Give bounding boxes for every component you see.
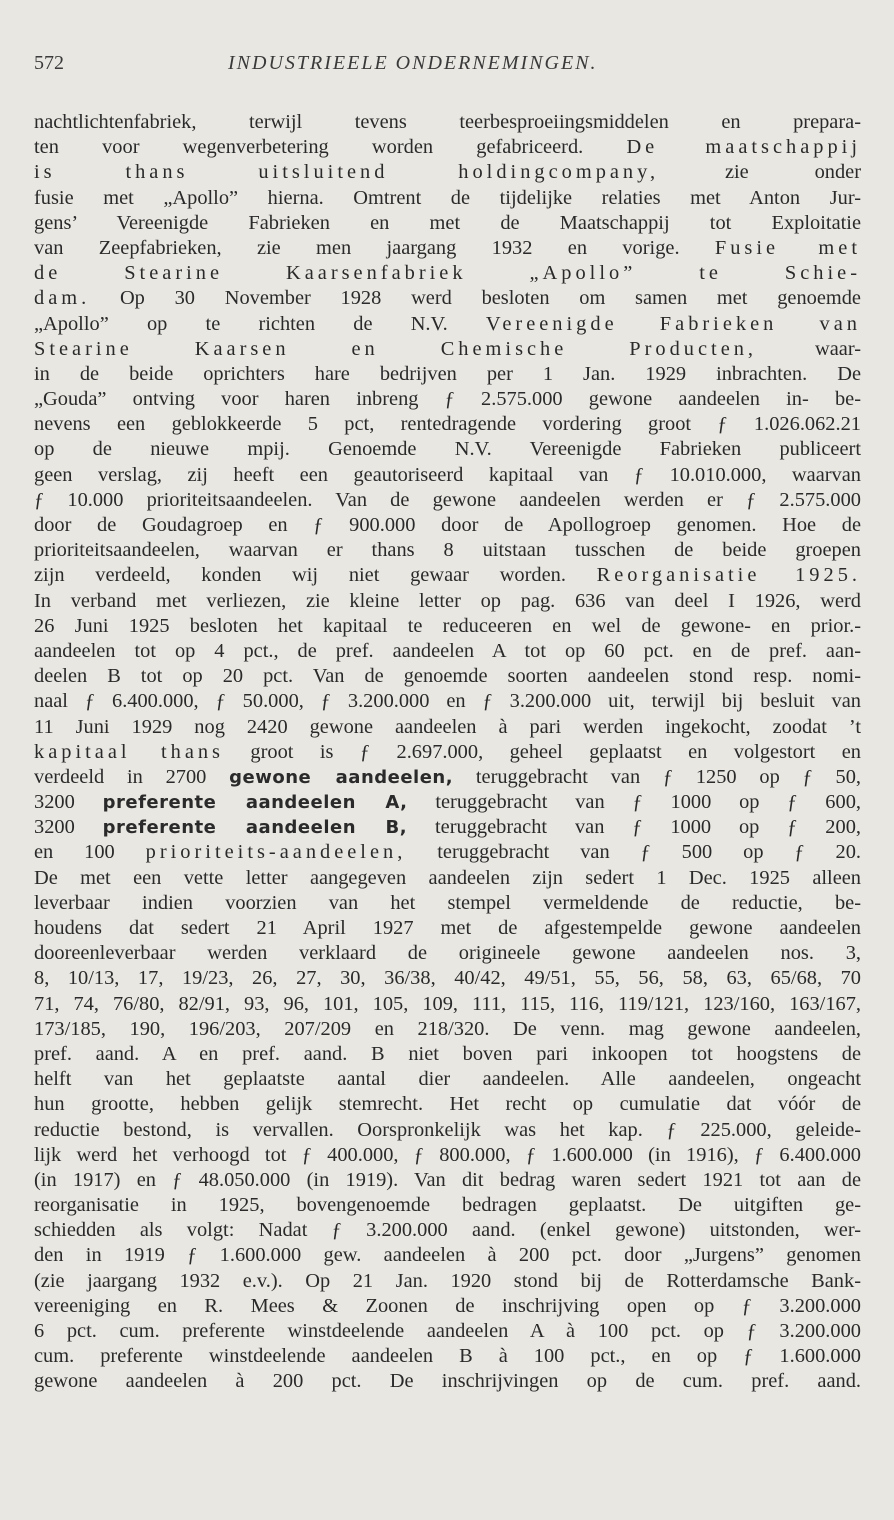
text-line (34, 1067, 861, 1092)
text-segment: 173/185, 190, 196/203, 207/209 en 218/320. De venn. mag gewone aandeelen, (34, 1017, 861, 1040)
text-segment: aandeelen tot op 4 pct., de pref. aandeelen A tot op 60 pct. en de pref. aan- (34, 639, 861, 662)
text-segment: leverbaar indien voorzien van het stempel vermeldende de reductie, be- (34, 891, 861, 914)
text-segment: in de beide oprichters hare bedrijven per 1 Jan. 1929 inbrachten. De (34, 362, 861, 385)
text-segment: helft van het geplaatste aantal dier aandeelen. Alle aandeelen, ongeacht (34, 1068, 861, 1091)
text-line (34, 538, 861, 563)
spaced-text: Stearine Kaarsen en Chemische Producten, (34, 337, 758, 360)
text-segment: teruggebracht van ƒ 1250 op ƒ 50, (453, 765, 861, 788)
text-line (34, 337, 861, 362)
text-line (34, 261, 861, 286)
text-segment: nevens een geblokkeerde 5 pct, rentedragende vordering groot ƒ 1.026.062.21 (34, 413, 861, 436)
text-segment: ƒ 10.000 prioriteitsaandeelen. Van de gewone aandeelen werden er ƒ 2.575.000 (34, 488, 861, 511)
text-line (34, 1344, 861, 1369)
text-line (34, 866, 861, 891)
text-line (34, 488, 861, 513)
text-line (34, 614, 861, 639)
text-segment: waar- (757, 337, 861, 360)
text-segment: geen verslag, zij heeft een geautoriseerd kapitaal van ƒ 10.010.000, waarvan (34, 463, 861, 486)
text-line (34, 110, 861, 135)
text-segment: gens’ Vereenigde Fabrieken en met de Maatschappij tot Exploitatie (34, 211, 861, 234)
text-line (34, 135, 861, 160)
text-segment: houdens dat sedert 21 April 1927 met de afgestempelde gewone aandeelen (34, 917, 861, 939)
text-segment: groot is ƒ 2.697.000, geheel geplaatst en volgestort en (224, 740, 861, 763)
text-segment: 6 pct. cum. preferente winstdeelende aandeelen A à 100 pct. op ƒ 3.200.000 (34, 1320, 861, 1342)
text-segment: fusie met „Apollo” hierna. Omtrent de tijdelijke relaties met Anton Jur- (34, 186, 861, 209)
text-segment: prioriteitsaandeelen, waarvan er thans 8 uitstaan tusschen de beide groepen (34, 539, 861, 562)
body-text (34, 110, 861, 1395)
text-segment: schiedden als volgt: Nadat ƒ 3.200.000 aand. (enkel gewone) uitstonden, wer- (34, 1219, 861, 1242)
text-segment: op de nieuwe mpij. Genoemde N.V. Vereenigde Fabrieken publiceert (34, 438, 861, 461)
page-number: 572 (34, 52, 64, 74)
bold-text: preferente aandeelen A, (102, 792, 408, 814)
text-segment: hun grootte, hebben gelijk stemrecht. Het recht op cumulatie dat vóór de (34, 1093, 861, 1116)
text-line (34, 160, 861, 185)
text-line (34, 639, 861, 664)
text-line (34, 1092, 861, 1117)
running-head (34, 52, 860, 92)
text-segment: pref. aand. A en pref. aand. B niet boven pari inkoopen tot hoogstens de (34, 1042, 861, 1065)
text-segment: dooreenleverbaar werden verklaard de origineele gewone aandeelen nos. 3, (34, 942, 861, 965)
text-segment: teruggebracht van ƒ 500 op ƒ 20. (406, 841, 861, 864)
text-segment: ten voor wegenverbetering worden gefabriceerd. (34, 136, 627, 159)
text-segment: 3200 (34, 816, 103, 839)
text-segment: nachtlichtenfabriek, terwijl tevens teerbesproeiingsmiddelen en prepara- (34, 111, 861, 133)
text-segment: teruggebracht van ƒ 1000 op ƒ 600, (407, 791, 861, 814)
spaced-text: de Stearine Kaarsenfabriek „Apollo” te Schie- (34, 262, 861, 285)
text-line (34, 740, 861, 765)
text-line (34, 765, 861, 790)
text-line (34, 236, 861, 261)
spaced-text: De maatschappij (626, 136, 862, 159)
text-line (34, 437, 861, 462)
text-segment: reorganisatie in 1925, bovengenoemde bedragen geplaatst. De uitgiften ge- (34, 1194, 861, 1217)
text-segment: gewone aandeelen à 200 pct. De inschrijvingen op de cum. pref. aand. (34, 1370, 861, 1393)
spaced-text: kapitaal thans (34, 740, 224, 763)
text-line (34, 563, 861, 588)
text-line (34, 286, 861, 311)
text-line (34, 1017, 861, 1042)
text-segment: teruggebracht van ƒ 1000 op ƒ 200, (407, 816, 861, 839)
spaced-text: is thans uitsluitend holdingcompany, (34, 161, 660, 184)
text-segment: van Zeepfabrieken, zie men jaargang 1932 en vorige. (34, 236, 715, 259)
text-segment: zijn verdeeld, konden wij niet gewaar worden. (34, 564, 597, 587)
text-line (34, 992, 861, 1017)
running-title: INDUSTRIEELE ONDERNEMINGEN. (228, 52, 598, 74)
text-line (34, 966, 861, 991)
text-segment: „Gouda” ontving voor haren inbreng ƒ 2.575.000 gewone aandeelen in- be- (34, 388, 861, 411)
text-line (34, 1243, 861, 1268)
text-segment: 71, 74, 76/80, 82/91, 93, 96, 101, 105, 109, 111, 115, 116, 119/121, 123/160, 163/167, (34, 992, 861, 1015)
text-line (34, 1218, 861, 1243)
text-line (34, 1118, 861, 1143)
spaced-text: prioriteits-aandeelen, (145, 841, 407, 864)
text-segment: reductie bestond, is vervallen. Oorspronkelijk was het kap. ƒ 225.000, geleide- (34, 1118, 861, 1141)
text-line (34, 1269, 861, 1294)
text-line (34, 463, 861, 488)
text-line (34, 211, 861, 236)
text-line (34, 362, 861, 387)
text-segment: lijk werd het verhoogd tot ƒ 400.000, ƒ 800.000, ƒ 1.600.000 (in 1916), ƒ 6.400.000 (34, 1143, 861, 1166)
text-segment: (zie jaargang 1932 e.v.). Op 21 Jan. 1920 stond bij de Rotterdamsche Bank- (34, 1269, 861, 1292)
text-segment: en 100 (34, 841, 146, 864)
text-line (34, 1193, 861, 1218)
text-segment: Op 30 November 1928 werd besloten om samen met genoemde (90, 287, 861, 310)
text-line (34, 1294, 861, 1319)
text-line (34, 941, 861, 966)
text-line (34, 186, 861, 211)
spaced-text: dam. (34, 287, 91, 310)
text-line (34, 1168, 861, 1193)
text-segment: De met een vette letter aangegeven aandeelen zijn sedert 1 Dec. 1925 alleen (34, 866, 861, 889)
text-segment: door de Goudagroep en ƒ 900.000 door de Apollogroep genomen. Hoe de (34, 514, 861, 536)
text-segment: deelen B tot op 20 pct. Van de genoemde soorten aandeelen stond resp. nomi- (34, 665, 861, 688)
text-line (34, 664, 861, 689)
text-segment: den in 1919 ƒ 1.600.000 gew. aandeelen à 200 pct. door „Jurgens” genomen (34, 1244, 861, 1267)
text-line (34, 589, 861, 614)
text-line (34, 1319, 861, 1344)
text-line (34, 312, 861, 337)
text-segment: naal ƒ 6.400.000, ƒ 50.000, ƒ 3.200.000 en ƒ 3.200.000 uit, terwijl bij besluit van (34, 690, 861, 713)
text-line (34, 412, 861, 437)
text-line (34, 1143, 861, 1168)
text-segment: zie onder (659, 161, 861, 184)
text-segment: „Apollo” op te richten de N.V. (34, 312, 486, 335)
text-segment: 8, 10/13, 17, 19/23, 26, 27, 30, 36/38, 40/42, 49/51, 55, 56, 58, 63, 65/68, 70 (34, 967, 861, 990)
text-line (34, 689, 861, 714)
text-line (34, 815, 861, 840)
spaced-text: Reorganisatie 1925. (596, 564, 861, 587)
bold-text: preferente aandeelen B, (102, 817, 408, 839)
text-segment: In verband met verliezen, zie kleine letter op pag. 636 van deel I 1926, werd (34, 589, 861, 612)
text-line (34, 715, 861, 740)
text-line (34, 916, 861, 941)
text-segment: vereeniging en R. Mees & Zoonen de inschrijving open op ƒ 3.200.000 (34, 1294, 861, 1317)
text-segment: 26 Juni 1925 besloten het kapitaal te reduceeren en wel de gewone- en prior.- (34, 614, 861, 637)
text-line (34, 1042, 861, 1067)
text-line (34, 840, 861, 865)
text-segment: 11 Juni 1929 nog 2420 gewone aandeelen à pari werden ingekocht, zoodat ’t (34, 715, 861, 738)
text-line (34, 790, 861, 815)
text-line (34, 513, 861, 538)
text-segment: cum. preferente winstdeelende aandeelen B à 100 pct., en op ƒ 1.600.000 (34, 1345, 861, 1368)
spaced-text: Fusie met (714, 236, 861, 259)
text-segment: 3200 (34, 791, 103, 814)
text-line (34, 387, 861, 412)
bold-text: gewone aandeelen, (229, 766, 454, 788)
text-line (34, 891, 861, 916)
text-line (34, 1369, 861, 1394)
text-segment: (in 1917) en ƒ 48.050.000 (in 1919). Van dit bedrag waren sedert 1921 tot aan de (34, 1168, 861, 1191)
spaced-text: Vereenigde Fabrieken van (485, 312, 861, 335)
text-segment: verdeeld in 2700 (34, 765, 230, 788)
